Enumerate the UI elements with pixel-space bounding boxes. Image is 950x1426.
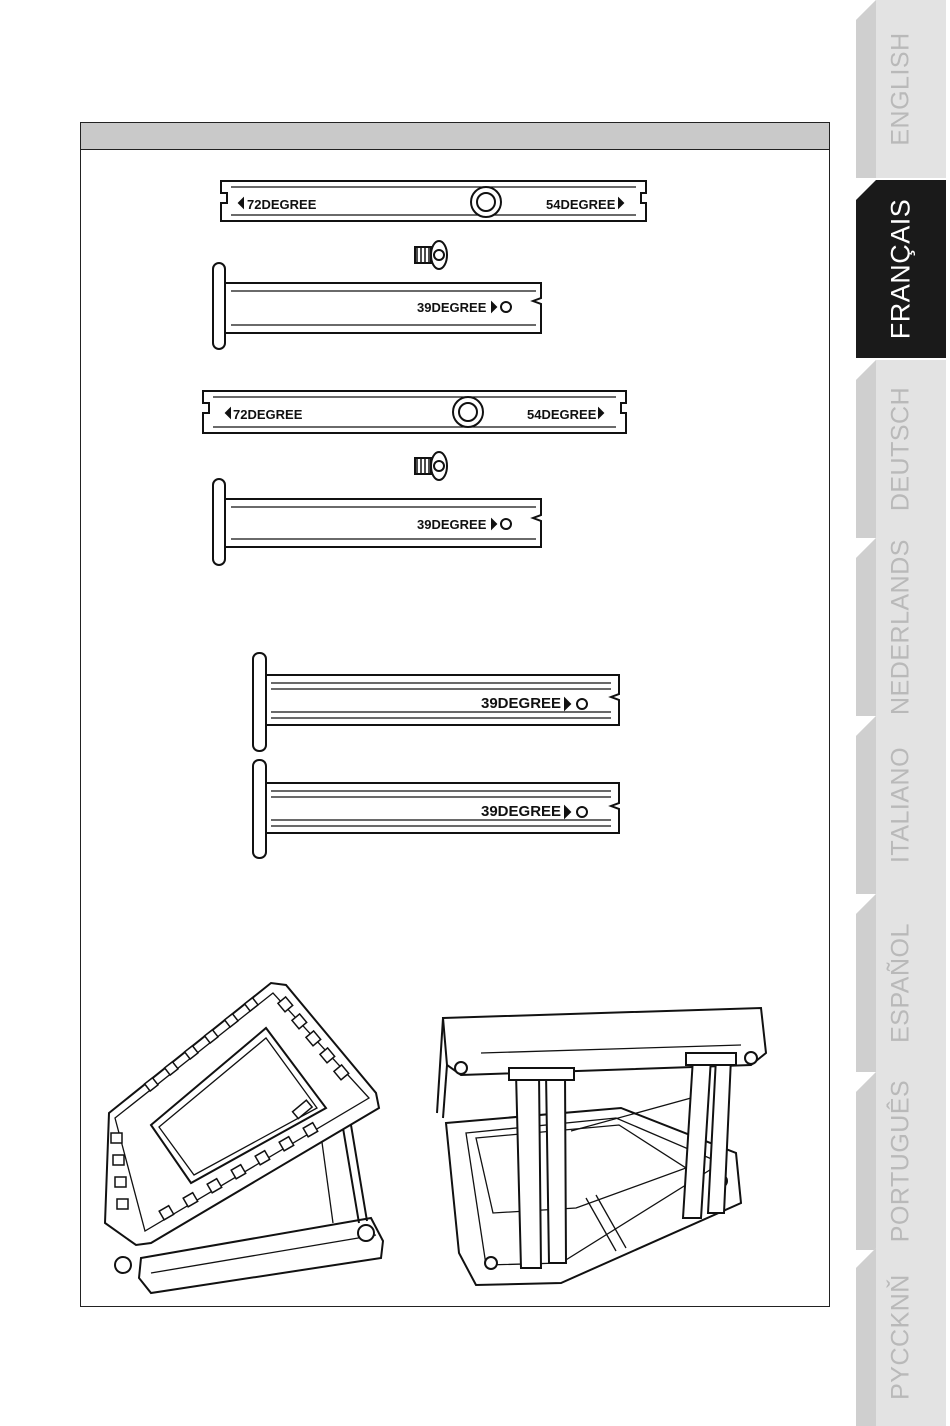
tab-label: PYCCKNŇ [886, 1274, 915, 1400]
assembly-figure [80, 122, 830, 1307]
tab-label: DEUTSCH [886, 386, 915, 512]
long-bar-2 [203, 391, 626, 433]
short-bar-2 [213, 479, 541, 565]
long-bar-right-label: 54DEGREE [546, 197, 616, 212]
tab-nederlands[interactable] [856, 538, 946, 716]
tab-portugues[interactable] [856, 1072, 946, 1250]
tab-label: ENGLISH [886, 32, 915, 146]
leg-b-label: 39DEGREE [481, 803, 562, 820]
stand-rear-illustration [437, 1008, 766, 1285]
tab-espanol[interactable] [856, 894, 946, 1072]
long-bar-1 [221, 181, 646, 221]
tab-label: PORTUGUÊS [886, 1079, 915, 1243]
leg-b [253, 760, 619, 858]
short-bar-2-label: 39DEGREE [417, 517, 487, 532]
short-bar-1 [213, 263, 541, 349]
long-bar-2-right-label: 54DEGREE [527, 407, 597, 422]
screw-1 [415, 241, 447, 269]
leg-a [253, 653, 619, 751]
tab-english[interactable] [856, 0, 946, 178]
long-bar-2-left-label: 72DEGREE [233, 407, 303, 422]
tab-francais[interactable] [856, 180, 946, 358]
screw-2 [415, 452, 447, 480]
tab-italiano[interactable] [856, 716, 946, 894]
assembly-illustration [81, 123, 831, 1308]
leg-a-label: 39DEGREE [481, 695, 562, 712]
long-bar-left-label: 72DEGREE [247, 197, 317, 212]
stand-front-illustration [105, 983, 383, 1293]
tab-label: NEDERLANDS [886, 539, 915, 715]
short-bar-1-label: 39DEGREE [417, 300, 487, 315]
tab-deutsch[interactable] [856, 360, 946, 538]
tab-russian[interactable] [856, 1248, 946, 1426]
tab-label: ESPAÑOL [886, 923, 915, 1043]
tab-label: FRANÇAIS [885, 198, 916, 340]
language-tabs [856, 0, 950, 1425]
tab-label: ITALIANO [886, 746, 915, 864]
